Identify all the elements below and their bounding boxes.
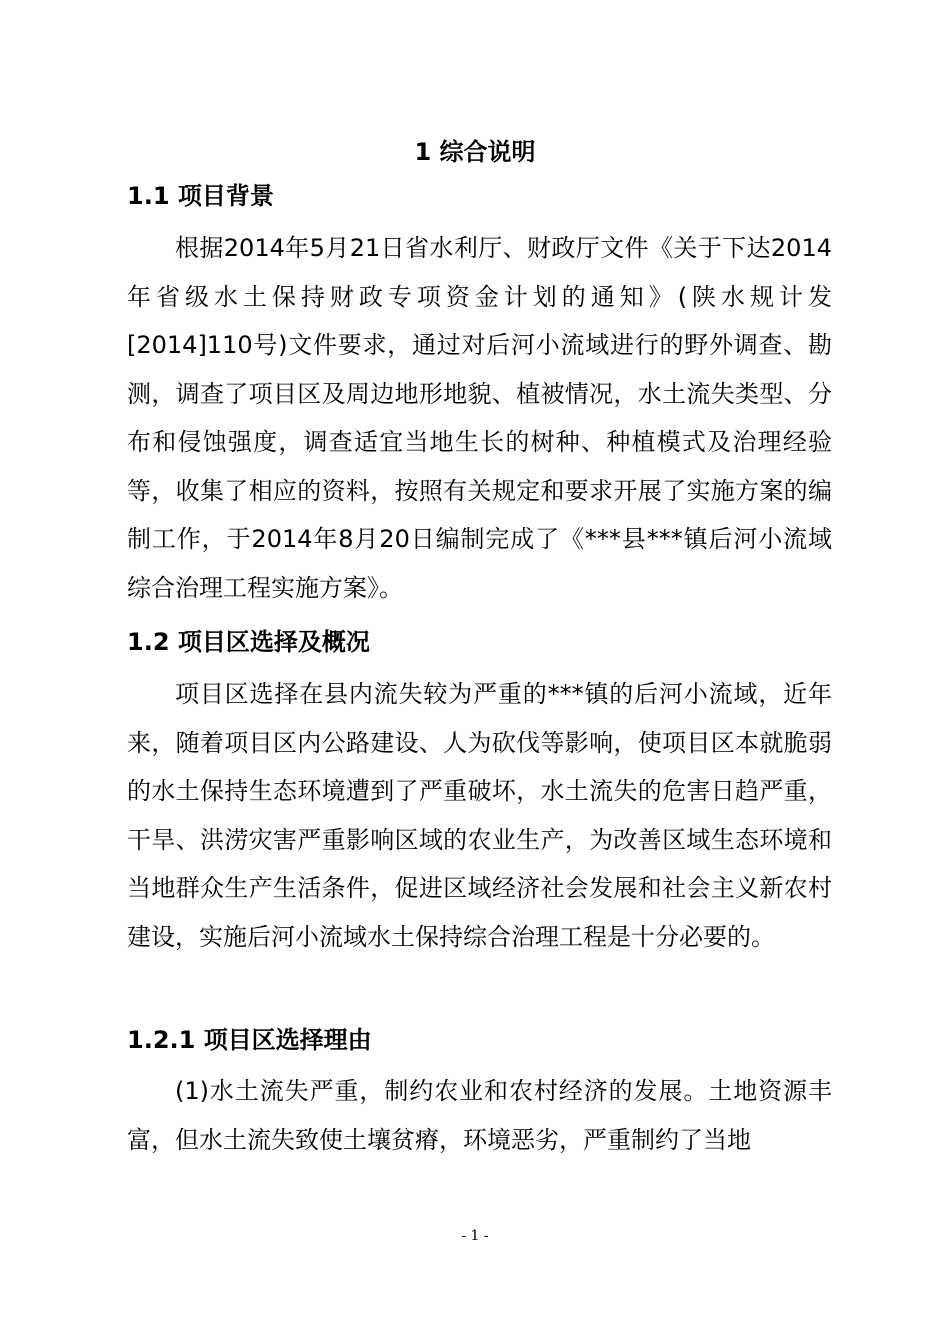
paragraph-selection-reasons: (1)水土流失严重，制约农业和农村经济的发展。土地资源丰富，但水土流失致使土壤贫瘠，环境恶劣，严重制约了当地 — [127, 1077, 832, 1154]
section-heading-1-2-1: 1.2.1 项目区选择理由 — [127, 1026, 372, 1054]
section-heading-1-1: 1.1 项目背景 — [127, 182, 274, 210]
section-heading-1-2: 1.2 项目区选择及概况 — [127, 628, 370, 656]
chapter-title: 1 综合说明 — [414, 138, 536, 166]
paragraph-project-area-overview: 项目区选择在县内流失较为严重的***镇的后河小流域，近年来，随着项目区内公路建设、人为砍伐等影响，使项目区本就脆弱的水土保持生态环境遭到了严重破坏，水土流失的危害日趋严重，干旱、洪涝灾害严重影响区域的农业生产，为改善区域生态环境和当地群众生产生活条件，促进区域经济社会发展和社会主义新农村建设，实施后河小流域水土保持综合治理工程是十分必要的。 — [127, 680, 832, 951]
paragraph-project-background: 根据2014年5月21日省水利厅、财政厅文件《关于下达2014 年省级水土保持财政专项资金计划的通知》(陕水规计发[2014]110号)文件要求，通过对后河小流域进行的野外调查、勘测，调查了项目区及周边地形地貌、植被情况，水土流失类型、分布和侵蚀强度，调查适宜当地生长的树种、种植模式及治理经验等，收集了相应的资料，按照有关规定和要求开展了实施方案的编制工作，于2014年8月20日编制完成了《***县***镇后河小流域综合治理工程实施方案》。 — [127, 234, 832, 602]
page-number: - 1 - — [461, 1228, 489, 1244]
